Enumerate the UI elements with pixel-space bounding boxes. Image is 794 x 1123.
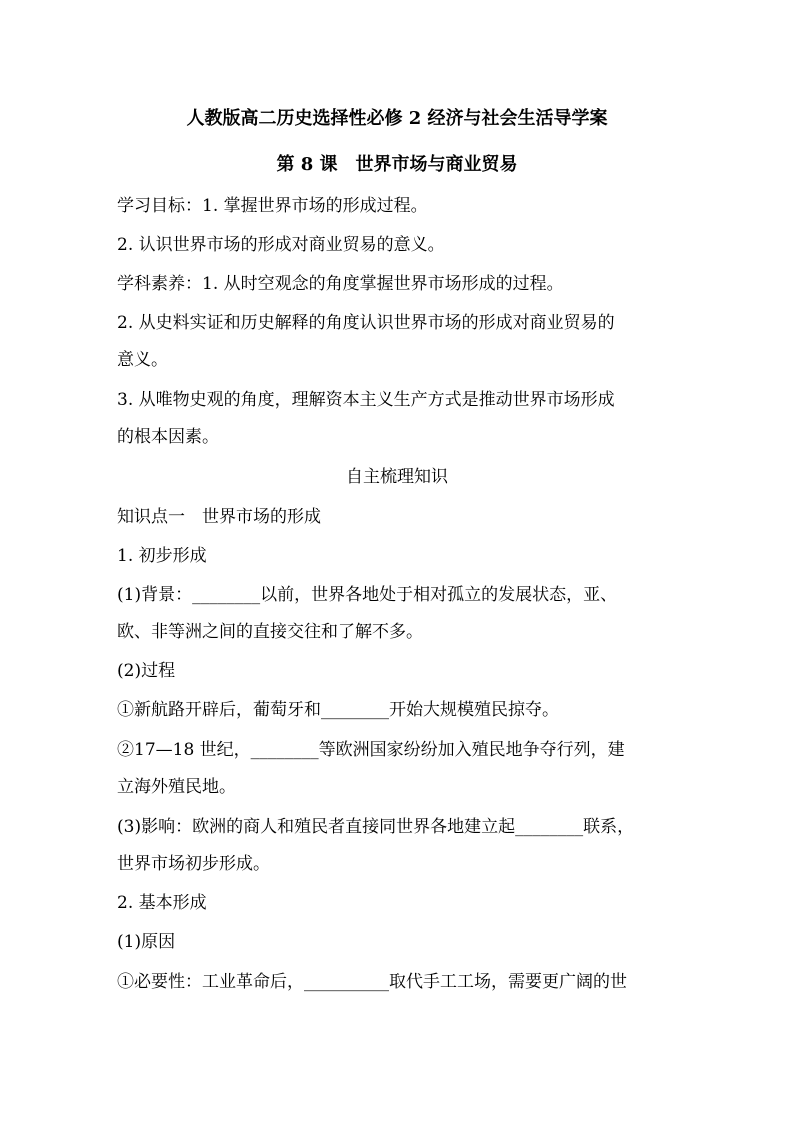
literacy-3-line-2: 的根本因素。	[117, 427, 219, 447]
section-heading: 自主梳理知识	[346, 467, 448, 487]
process-item-2-line-2: 立海外殖民地。	[117, 777, 236, 797]
necessity-line-1: ①必要性：工业革命后，__________取代手工工场，需要更广阔的世	[117, 972, 627, 992]
knowledge-point-1: 知识点一 世界市场的形成	[117, 507, 321, 527]
process-item-2-line-1: ②17—18 世纪，________等欧洲国家纷纷加入殖民地争夺行列，建	[117, 740, 625, 760]
literacy-1: 学科素养：1. 从时空观念的角度掌握世界市场形成的过程。	[117, 274, 564, 294]
literacy-2-line-2: 意义。	[117, 350, 168, 370]
background-line-2: 欧、非等洲之间的直接交往和了解不多。	[117, 622, 423, 642]
literacy-2-line-1: 2. 从史料实证和历史解释的角度认识世界市场的形成对商业贸易的	[117, 313, 615, 333]
background-line-1: (1)背景：________以前，世界各地处于相对孤立的发展状态，亚、	[117, 585, 618, 605]
process-item-1: ①新航路开辟后，葡萄牙和________开始大规模殖民掠夺。	[117, 700, 559, 720]
document-title: 人教版高二历史选择性必修 2 经济与社会生活导学案	[186, 108, 608, 129]
lesson-title: 第 8 课 世界市场与商业贸易	[276, 154, 518, 175]
impact-line-2: 世界市场初步形成。	[117, 854, 270, 874]
learning-goal-1: 学习目标：1. 掌握世界市场的形成过程。	[117, 196, 428, 216]
impact-line-1: (3)影响：欧洲的商人和殖民者直接同世界各地建立起________联系，	[117, 817, 635, 837]
process-heading: (2)过程	[117, 661, 176, 681]
subsection-basic-formation: 2. 基本形成	[117, 893, 207, 913]
subsection-initial-formation: 1. 初步形成	[117, 546, 207, 566]
reason-heading: (1)原因	[117, 932, 176, 952]
learning-goal-2: 2. 认识世界市场的形成对商业贸易的意义。	[117, 235, 445, 255]
literacy-3-line-1: 3. 从唯物史观的角度，理解资本主义生产方式是推动世界市场形成	[117, 390, 615, 410]
